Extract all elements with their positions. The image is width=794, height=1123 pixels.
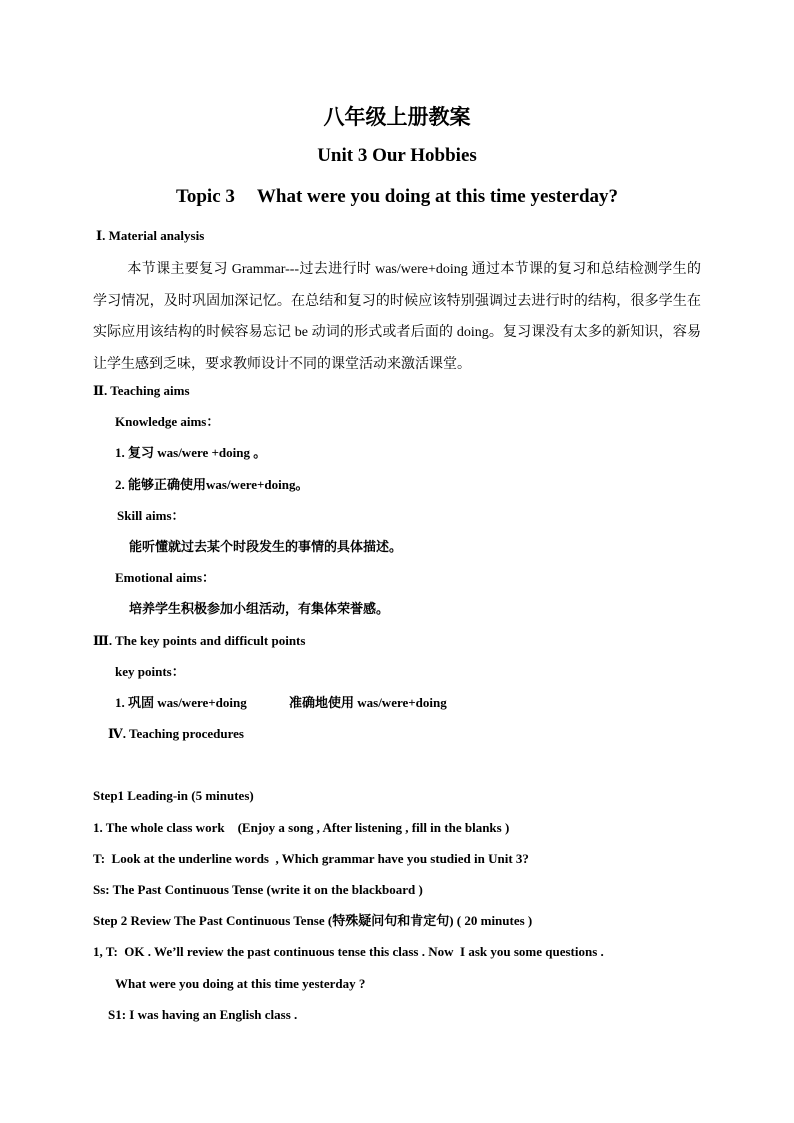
emotional-aim-item: 培养学生积极参加小组活动，有集体荣誉感。 [129,601,390,616]
section-heading-teaching-procedures: Ⅳ. Teaching procedures [108,726,244,741]
emotional-aims-label: Emotional aims： [115,570,216,585]
topic-question: What were you doing at this time yesterday? [256,186,619,207]
step1-line: Ss: The Past Continuous Tense (write it on the blackboard ) [93,882,423,897]
document-title-cn: 八年级上册教案 [323,105,471,129]
key-points-label: key points： [115,664,185,679]
key-point-item: 1. 巩固 was/were+doing [115,695,247,710]
step1-line: 1. The whole class work (Enjoy a song , After listening , fill in the blanks ) [93,820,510,835]
section-heading-key-points: Ⅲ. The key points and difficult points [93,633,306,648]
topic-label: Topic 3 [175,186,235,207]
unit-title: Unit 3 Our Hobbies [317,145,477,166]
skill-aim-item: 能听懂就过去某个时段发生的事情的具体描述。 [129,539,403,554]
step2-line: S1: I was having an English class . [108,1007,298,1022]
step2-line: What were you doing at this time yesterday ? [115,976,366,991]
material-analysis-text: 本节课主要复习 Grammar---过去进行时 was/were+doing 通过本节课的复习和总结检测学生的学习情况，及时巩固加深记忆。在总结和复习的时候应该特别强调过去进行时的结构，很多学生在实际应用该结构的时候容易忘记 be 动词的形式或者后面的 doing。复习课没有太多的新知识，容易让学生感到乏味，要求教师设计不同的课堂活动来激活课堂。 [93,262,701,372]
knowledge-aims-label: Knowledge aims： [115,414,220,429]
knowledge-aim-item: 2. 能够正确使用was/were+doing。 [115,477,309,492]
step1-heading: Step1 Leading-in (5 minutes) [93,788,254,803]
step2-line: 1, T: OK . We’ll review the past continuous tense this class . Now I ask you some questions . [93,944,604,959]
key-point-item: 准确地使用 was/were+doing [289,695,447,710]
section-heading-teaching-aims: Ⅱ. Teaching aims [93,383,190,398]
section-heading-material-analysis: Ⅰ. Material analysis [96,228,205,243]
step1-line: T: Look at the underline words , Which grammar have you studied in Unit 3? [93,851,529,866]
topic-title [0,186,794,208]
step2-heading: Step 2 Review The Past Continuous Tense (特殊疑问句和肯定句) ( 20 minutes ) [93,913,533,928]
skill-aims-label: Skill aims： [117,508,185,523]
knowledge-aim-item: 1. 复习 was/were +doing 。 [115,445,267,460]
material-analysis-paragraph [93,254,701,380]
